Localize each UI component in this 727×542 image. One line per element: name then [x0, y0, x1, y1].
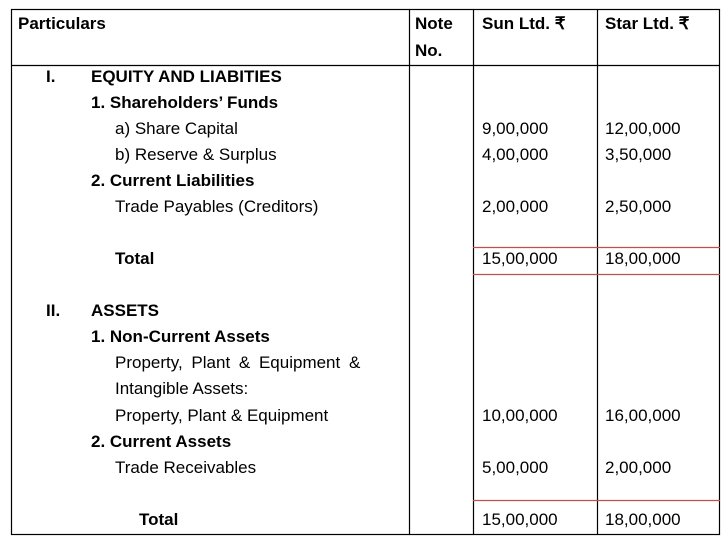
row-trade-payables-sun: 2,00,000	[482, 197, 549, 216]
header-sun: Sun Ltd. ₹	[482, 14, 566, 33]
section1-numeral: I.	[46, 67, 56, 86]
ppe-intangible-line1: Property, Plant & Equipment &	[115, 353, 361, 372]
row-share-capital-label: a) Share Capital	[115, 119, 238, 138]
section1-group2-title: 2. Current Liabilities	[91, 171, 255, 190]
section2-total-sun: 15,00,000	[482, 510, 558, 529]
row-trade-payables-label: Trade Payables (Creditors)	[115, 197, 319, 216]
row-ppe-label: Property, Plant & Equipment	[115, 406, 329, 425]
row-trade-payables-star: 2,50,000	[605, 197, 672, 216]
section2-total-star: 18,00,000	[605, 510, 681, 529]
section2-group1-title: 1. Non-Current Assets	[91, 327, 270, 346]
header-particulars: Particulars	[18, 14, 106, 33]
row-reserve-sun: 4,00,000	[482, 145, 549, 164]
row-trade-receivables-sun: 5,00,000	[482, 458, 549, 477]
row-share-capital-star: 12,00,000	[605, 119, 681, 138]
row-ppe-sun: 10,00,000	[482, 406, 558, 425]
header-note-line1: Note	[415, 14, 453, 33]
section2-numeral: II.	[46, 301, 61, 320]
section1-total-label: Total	[115, 249, 155, 268]
section1-total-sun: 15,00,000	[482, 249, 558, 268]
ppe-intangible-line2: Intangible Assets:	[115, 379, 249, 398]
row-trade-receivables-label: Trade Receivables	[115, 458, 257, 477]
row-ppe-star: 16,00,000	[605, 406, 681, 425]
section2-group2-title: 2. Current Assets	[91, 432, 232, 451]
row-reserve-label: b) Reserve & Surplus	[115, 145, 277, 164]
row-trade-receivables-star: 2,00,000	[605, 458, 672, 477]
table-border	[12, 10, 720, 535]
row-reserve-star: 3,50,000	[605, 145, 672, 164]
section2-title: ASSETS	[91, 301, 160, 320]
row-share-capital-sun: 9,00,000	[482, 119, 549, 138]
section1-group1-title: 1. Shareholders’ Funds	[91, 93, 279, 112]
header-note-line2: No.	[415, 41, 443, 60]
header-star: Star Ltd. ₹	[605, 14, 690, 33]
section1-total-star: 18,00,000	[605, 249, 681, 268]
section1-title: EQUITY AND LIABITIES	[91, 67, 282, 86]
section2-total-label: Total	[139, 510, 179, 529]
